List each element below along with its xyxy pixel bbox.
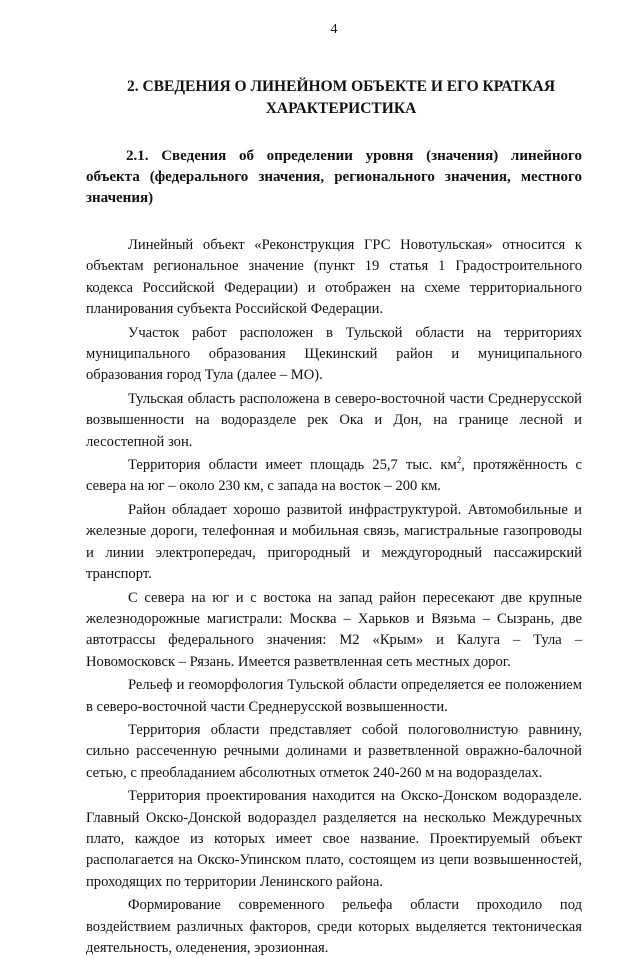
paragraph-transport-lines: С севера на юг и с востока на запад район пересекают две крупные железнодорожные магистрали: Москва – Харьков и Вязьма – Сызрань, две автотрассы федерального значения: М2 «Крым» и Калуга – Тула – Новомосковск – Рязань. Имеется разветвленная сеть местных дорог. [86, 589, 582, 670]
territory-text-after: , протяжённость с севера на юг – около 230 км, с запада на восток – 200 км. [86, 457, 583, 495]
paragraph-linear-object: Линейный объект «Реконструкция ГРС Новотульская» относится к объектам региональное значение (пункт 19 статья 1 Градостроительного кодекса Российской Федерации) и отображен на схеме территориального планирования субъекта Российской Федерации. [86, 237, 582, 318]
subsection-title: 2.1. Сведения об определении уровня (значения) линейного объекта (федерального значения, регионального значения, местного значения) [86, 148, 582, 206]
page-number: 4 [330, 22, 338, 37]
paragraph-relief: Рельеф и геоморфология Тульской области определяется ее положением в северо-восточной части Среднерусской возвышенности. [86, 677, 582, 715]
paragraph-infrastructure: Район обладает хорошо развитой инфраструктурой. Автомобильные и железные дороги, телефонная и мобильная связь, магистральные газопроводы и линии электропередач, пригородный и междугородный пассажирский транспорт. [86, 501, 582, 583]
territory-text-before: Территория области имеет площадь 25,7 тыс. км [128, 457, 457, 474]
paragraph-relief-formation: Формирование современного рельефа области проходило под воздействием различных факторов, среди которых выделяется тектоническая деятельность, оледенения, эрозионная. [86, 897, 582, 956]
paragraph-work-area: Участок работ расположен в Тульской области на территориях муниципального образования Щекинский район и муниципального образования город Тула (далее – МО). [86, 324, 582, 384]
paragraph-territory-area [86, 455, 582, 498]
territory-superscript: 2 [456, 455, 462, 466]
paragraph-plain: Территория области представляет собой пологоволнистую равнину, сильно рассеченную речными долинами и разветвленной овражно-балочной сетью, с преобладанием абсолютных отметок 240-260 м на водоразделах. [86, 721, 582, 781]
section-title: 2. СВЕДЕНИЯ О ЛИНЕЙНОМ ОБЪЕКТЕ И ЕГО КРАТКАЯ ХАРАКТЕРИСТИКА [126, 78, 556, 117]
paragraph-region-location: Тульская область расположена в северо-восточной части Среднерусской возвышенности на водоразделе рек Ока и Дон, на границе лесной и лесостепной зон. [86, 390, 582, 450]
paragraph-watershed: Территория проектирования находится на Окско-Донском водоразделе. Главный Окско-Донской водораздел разделяется на несколько Междуречных плато, каждое из которых имеет свое название. Проектируемый объект располагается на Окско-Упинском плато, состоящем из цепи возвышенностей, проходящих по территории Ленинского района. [86, 788, 582, 890]
